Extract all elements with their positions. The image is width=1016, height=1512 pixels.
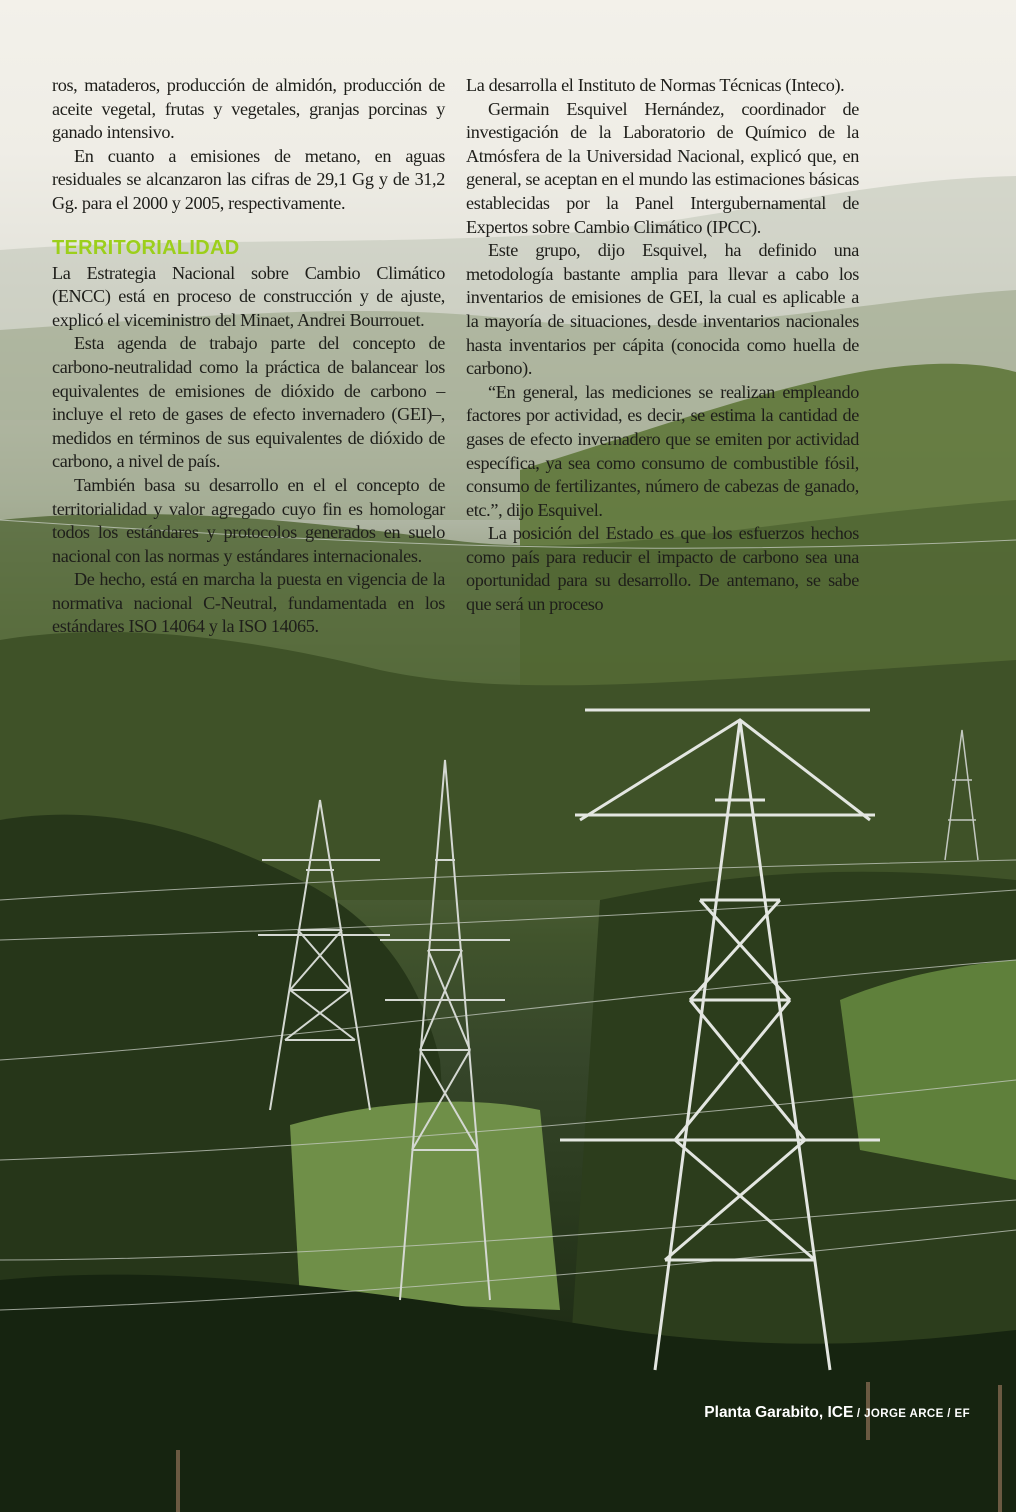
left-column	[52, 74, 445, 639]
caption-place: Planta Garabito, ICE	[704, 1404, 854, 1421]
section-heading: TERRITORIALIDAD	[52, 236, 240, 259]
paragraph: La Estrategia Nacional sobre Cambio Climático (ENCC) está en proceso de construcción y de ajuste, explicó el viceministro del Minaet, Andrei Bourrouet.	[52, 262, 445, 330]
paragraph: También basa su desarrollo en el el concepto de territorialidad y valor agregado cuyo fin es homologar todos los estándares y protocolos generados en suelo nacional con las normas y estándares internacionales.	[52, 474, 445, 566]
photo-caption	[704, 1404, 970, 1422]
paragraph: La desarrolla el Instituto de Normas Técnicas (Inteco).	[466, 75, 845, 95]
paragraph: “En general, las mediciones se realizan empleando factores por actividad, es decir, se estima la cantidad de gases de efecto invernadero que se emiten por actividad específica, ya sea como consumo de combustible fósil, consumo de fertilizantes, número de cabezas de ganado, etc.”, dijo Esquivel.	[466, 381, 859, 520]
paragraph: Esta agenda de trabajo parte del concepto de carbono-neutralidad como la práctica de balancear los equivalentes de emisiones de dióxido de carbono –incluye el reto de gases de efecto invernadero (GEI)–, medidos en términos de sus equivalentes de dióxido de carbono, a nivel de país.	[52, 333, 445, 472]
paragraph: De hecho, está en marcha la puesta en vigencia de la normativa nacional C-Neutral, fundamentada en los estándares ISO 14064 y la ISO 14065.	[52, 569, 445, 637]
paragraph: Este grupo, dijo Esquivel, ha definido una metodología bastante amplia para llevar a cabo los inventarios de emisiones de GEI, la cual es aplicable a la mayoría de situaciones, desde inventarios nacionales hasta inventarios per cápita (conocida como huella de carbono).	[466, 240, 859, 379]
right-column	[466, 74, 859, 617]
paragraph: En cuanto a emisiones de metano, en aguas residuales se alcanzaron las cifras de 29,1 Gg y de 31,2 Gg. para el 2000 y 2005, respectivamente.	[52, 145, 445, 213]
paragraph: Germain Esquivel Hernández, coordinador de investigación de la Laboratorio de Químico de la Atmósfera de la Universidad Nacional, explicó que, en general, se aceptan en el mundo las estimaciones básicas establecidas por la Panel Intergubernamental de Expertos sobre Cambio Climático (IPCC).	[466, 98, 859, 237]
photo-credit: / JORGE ARCE / EF	[853, 1408, 970, 1420]
paragraph: La posición del Estado es que los esfuerzos hechos como país para reducir el impacto de carbono sea una oportunidad para su desarrollo. De antemano, se sabe que será un proceso	[466, 523, 859, 615]
paragraph: ros, mataderos, producción de almidón, producción de aceite vegetal, frutas y vegetales, granjas porcinas y ganado intensivo.	[52, 75, 445, 143]
